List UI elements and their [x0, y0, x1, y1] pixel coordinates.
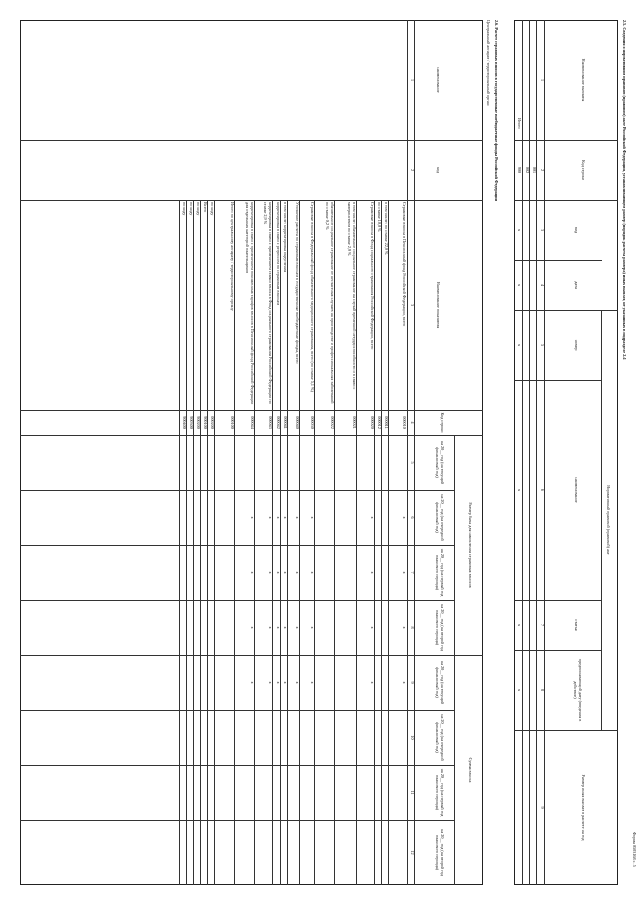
col-num: 2	[540, 168, 545, 172]
sum-period-current: на 20__ год (на текущий финансовый год)	[435, 660, 445, 705]
row-label: корректировка в связи с применением пониженных тарифов взносов в Пенсионный фонд Российской Федерации для отдельных категорий плательщиков	[245, 202, 255, 405]
row-code: 000041	[283, 416, 288, 429]
x-mark: х	[283, 681, 288, 684]
row-code: 000022	[330, 416, 335, 429]
col-org-code: код	[436, 167, 441, 173]
x-mark: х	[370, 681, 375, 684]
row-label: по ставке 10,0 %	[377, 202, 382, 232]
row-label: корректировка в связи с применением ставки взноса в Фонд социального страхования Российской Федерации по ставке 2,9 %	[263, 202, 273, 404]
col-num: 6	[540, 488, 545, 492]
row-label: Страховые взносы в Федеральный фонд обязательного медицинского страхования, всего (по ставке 5,1 %)	[310, 202, 315, 392]
x-mark: х	[517, 623, 522, 627]
row-label: по коду	[182, 202, 187, 216]
x-mark: х	[268, 516, 273, 519]
row-label: в том числе: корректировка округления	[283, 202, 288, 273]
col-num: 9	[410, 681, 415, 684]
col-prescribed-date: предписывающий дату (введения в действие)	[573, 658, 583, 722]
x-mark: х	[310, 516, 315, 519]
row-code: 000021	[352, 416, 357, 429]
col-row-code: Код строки	[440, 412, 445, 433]
x-mark: х	[402, 516, 407, 519]
base-period-next: на 20__ год (на очередной финансовый год)	[435, 494, 445, 541]
itogo-code: 900	[517, 166, 522, 174]
x-mark: х	[310, 626, 315, 629]
x-mark: х	[250, 681, 255, 684]
row-code: 000010	[402, 416, 407, 429]
x-mark: х	[283, 571, 288, 574]
col-num: 6	[410, 516, 415, 519]
row-label: Всего	[203, 202, 208, 213]
x-mark: х	[517, 343, 522, 347]
row-label: обязательное социальное страхование от несчастных случаев на производстве и профессиональных заболеваний по ставке 0,2 %	[325, 202, 335, 404]
group-base: Размер базы для начисления страховых взносов	[468, 502, 473, 588]
row-label: Итого по центральному аппарату / территориальному органу	[230, 202, 235, 311]
col-num: 9	[540, 806, 545, 809]
col-num: 4	[410, 421, 415, 424]
x-mark: х	[250, 626, 255, 629]
sum-period-plan1: на 20__ год (на первый год планового периода)	[435, 768, 445, 817]
x-mark: х	[517, 228, 522, 232]
group-sum: Сумма взноса	[468, 757, 473, 783]
row-label: Уточнение расчета по страховым взносам в государственные внебюджетные фонды, всего	[295, 202, 300, 364]
col-num: 8	[410, 626, 415, 629]
x-mark: х	[310, 571, 315, 574]
row-code: 000040	[295, 416, 300, 429]
col-num: 2	[410, 168, 415, 172]
col-act-type: вид	[574, 226, 579, 234]
base-period-current: на 20__ год (на текущий финансовый год)	[435, 440, 445, 485]
row-code: 900200	[196, 416, 201, 429]
col-indicator-name: Наименование показателя	[436, 281, 441, 329]
row-label: в том числе: обязательное социальное страхование на случай временной нетрудоспособности и в связи с материнством по ставке 2,9 %	[347, 202, 357, 390]
row-label: по коду	[189, 202, 194, 216]
row-code: 000020	[370, 416, 375, 429]
x-mark: х	[268, 571, 273, 574]
row-code: 000012	[377, 416, 382, 429]
group-normative-act: Нормативный правовой (правовой) акт	[606, 485, 611, 555]
x-mark: х	[517, 283, 522, 287]
x-mark: х	[310, 681, 315, 684]
x-mark: х	[295, 681, 300, 684]
x-mark: х	[370, 516, 375, 519]
x-mark: х	[268, 681, 273, 684]
col-num: 1	[410, 78, 415, 82]
row-label: в том числе: по ставке 22,0 %	[384, 202, 389, 255]
col-num: 12	[410, 850, 415, 855]
base-period-plan2: на 20__ год (на второй год планового периода)	[435, 604, 445, 651]
col-act-date: дата	[574, 281, 579, 289]
section-2-6-title: 2.6. Расчет страховых взносов в государственные внебюджетные фонды Российской Федерации	[494, 20, 499, 202]
col-num: 3	[410, 303, 415, 307]
section-2-5-title: 2.5. Сведения о нормативном правовом (правовом) акте Российской Федерации, устанавливающем размер (порядок расчета размера) иных выплат, не указанных в подразделе 2.4	[622, 20, 627, 360]
col-num: 5	[410, 461, 415, 464]
row-code-001: 001	[532, 166, 537, 174]
x-mark: х	[276, 516, 281, 519]
row-code: 000100	[230, 416, 235, 429]
row-code: 900100	[203, 416, 208, 429]
row-code: 000042	[276, 416, 281, 429]
col-num: 10	[410, 735, 415, 740]
x-mark: х	[295, 516, 300, 519]
row-label: по коду	[210, 202, 215, 216]
x-mark: х	[295, 571, 300, 574]
col-payment-name: Наименование выплаты	[581, 58, 586, 102]
x-mark: х	[370, 626, 375, 629]
x-mark: х	[295, 626, 300, 629]
x-mark: х	[402, 681, 407, 684]
col-act-name: наименование	[574, 477, 579, 503]
row-code: 900400	[182, 416, 187, 429]
itogo-label: Итого	[517, 118, 522, 129]
sum-period-plan2: на 20__ год (на второй год планового периода)	[435, 829, 445, 876]
x-mark: х	[370, 571, 375, 574]
sum-period-next: на 20__ год (на очередной финансовый год)	[435, 714, 445, 761]
x-mark: х	[283, 626, 288, 629]
x-mark: х	[276, 681, 281, 684]
row-code: 000030	[310, 416, 315, 429]
row-code: 000200	[210, 416, 215, 429]
x-mark: х	[517, 488, 522, 492]
col-row-code: Код строки	[581, 160, 586, 180]
x-mark: х	[250, 571, 255, 574]
col-num: 4	[540, 283, 545, 287]
col-num: 11	[410, 790, 415, 795]
row-code: 000011	[384, 416, 389, 429]
org-label: Центральный аппарат / территориальный орган:	[486, 20, 491, 107]
col-num: 3	[540, 228, 545, 232]
col-num: 1	[540, 78, 545, 82]
col-num: 8	[540, 688, 545, 692]
col-act-number: номер	[574, 339, 579, 351]
x-mark: х	[402, 626, 407, 629]
row-label: Страховые взносы в Пенсионный фонд Российской Федерации, всего	[402, 202, 407, 327]
row-code: 000043	[268, 416, 273, 429]
x-mark: х	[283, 516, 288, 519]
col-org-name: наименование	[436, 67, 441, 93]
row-code: 000044	[250, 416, 255, 429]
row-code-002: 002	[525, 166, 530, 174]
x-mark: х	[250, 516, 255, 519]
col-num: 7	[410, 571, 415, 574]
col-annual-amount: Размер иных выплат в расчете на год	[581, 774, 586, 841]
x-mark: х	[517, 688, 522, 692]
x-mark: х	[268, 626, 273, 629]
col-act-article: статья	[574, 619, 579, 631]
row-code: 900300	[189, 416, 194, 429]
row-label: корректировка в связи с регрессом по страховым взносам	[276, 202, 281, 305]
row-label: Страховые взносы в Фонд социального страхования Российской Федерации, всего	[370, 202, 375, 350]
base-period-plan1: на 20__ год (на первый год планового периода)	[435, 548, 445, 597]
x-mark: х	[276, 626, 281, 629]
row-label: по коду	[196, 202, 201, 216]
form-code: Форма 0503168 с. 5	[632, 832, 637, 867]
x-mark: х	[402, 571, 407, 574]
x-mark: х	[276, 571, 281, 574]
col-num: 5	[540, 343, 545, 347]
col-num: 7	[540, 623, 545, 627]
